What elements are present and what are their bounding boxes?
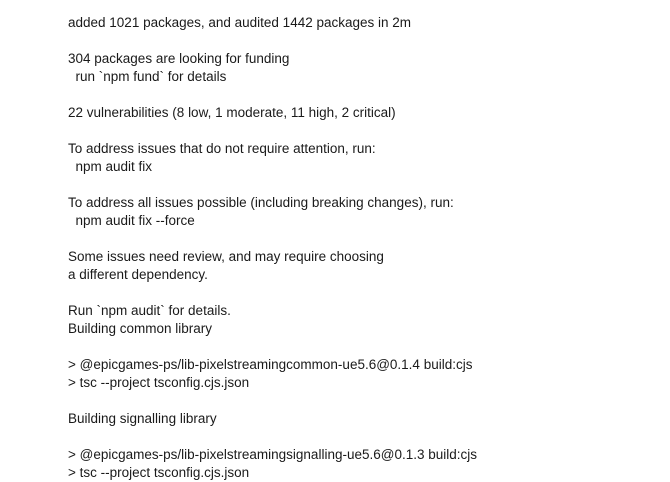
terminal-line bbox=[68, 122, 658, 140]
terminal-line: npm audit fix bbox=[68, 159, 153, 174]
terminal-line bbox=[68, 392, 658, 410]
terminal-line: > tsc --project tsconfig.cjs.json bbox=[68, 375, 250, 390]
terminal-line: a different dependency. bbox=[68, 267, 208, 282]
terminal-line: run `npm fund` for details bbox=[68, 69, 227, 84]
terminal-line: > @epicgames-ps/lib-pixelstreamingsignalling-ue5.6@0.1.3 build:cjs bbox=[68, 447, 477, 462]
terminal-line: > tsc --project tsconfig.cjs.json bbox=[68, 465, 250, 480]
terminal-line: Building common library bbox=[68, 321, 213, 336]
terminal-line bbox=[68, 230, 658, 248]
terminal-line: Run `npm audit` for details. bbox=[68, 303, 231, 318]
terminal-line: 22 vulnerabilities (8 low, 1 moderate, 11 high, 2 critical) bbox=[68, 105, 396, 120]
terminal-line bbox=[68, 176, 658, 194]
terminal-line: Some issues need review, and may require choosing bbox=[68, 249, 384, 264]
terminal-line: 304 packages are looking for funding bbox=[68, 51, 290, 66]
terminal-line: To address issues that do not require attention, run: bbox=[68, 141, 376, 156]
terminal-line: To address all issues possible (including breaking changes), run: bbox=[68, 195, 454, 210]
terminal-line bbox=[68, 284, 658, 302]
terminal-line bbox=[68, 32, 658, 50]
terminal-line bbox=[68, 86, 658, 104]
terminal-line bbox=[68, 428, 658, 446]
terminal-output bbox=[68, 14, 658, 482]
terminal-line: > @epicgames-ps/lib-pixelstreamingcommon-ue5.6@0.1.4 build:cjs bbox=[68, 357, 473, 372]
terminal-line: Building signalling library bbox=[68, 411, 217, 426]
terminal-line: added 1021 packages, and audited 1442 packages in 2m bbox=[68, 15, 412, 30]
terminal-line bbox=[68, 338, 658, 356]
terminal-line: npm audit fix --force bbox=[68, 213, 195, 228]
